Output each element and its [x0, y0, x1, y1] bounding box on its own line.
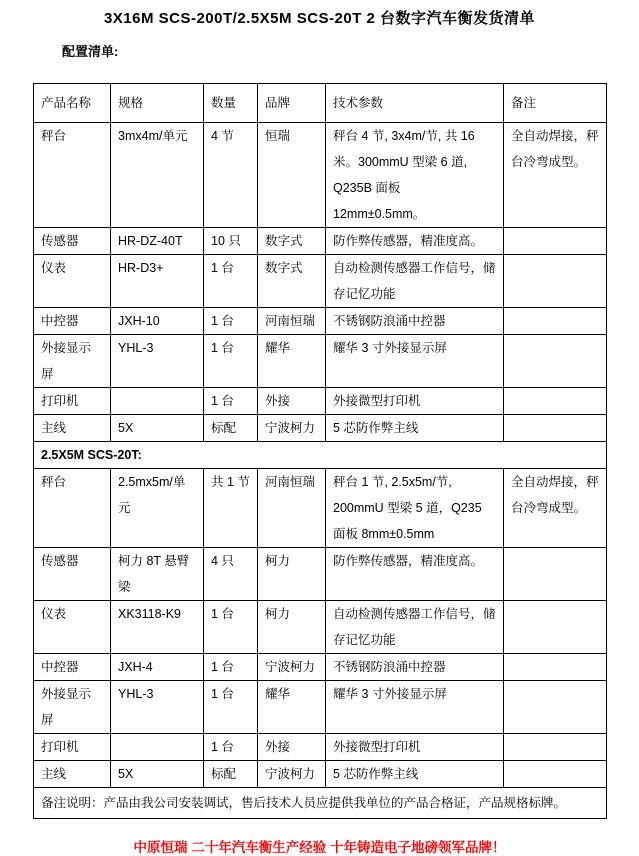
header-cell-tech-params: 技术参数	[326, 84, 504, 123]
table-cell: HR-DZ-40T	[111, 228, 204, 255]
table-cell: 主线	[34, 415, 111, 442]
table-cell: 防作弊传感器，精准度高。	[326, 228, 504, 255]
table-cell: 主线	[34, 761, 111, 788]
table-cell: 传感器	[34, 548, 111, 601]
table-row	[34, 681, 607, 734]
header-cell-product: 产品名称	[34, 84, 111, 123]
table-row	[34, 469, 607, 548]
table-header-row	[34, 84, 607, 123]
table-row	[34, 228, 607, 255]
config-table	[33, 83, 607, 819]
table-cell: 恒瑞	[258, 123, 326, 228]
table-row	[34, 388, 607, 415]
table-cell: 河南恒瑞	[258, 469, 326, 548]
table-cell: 1 台	[204, 388, 258, 415]
table-cell: 不锈钢防浪涌中控器	[326, 654, 504, 681]
table-cell: 中控器	[34, 308, 111, 335]
table-cell: 1 台	[204, 734, 258, 761]
table-cell: 传感器	[34, 228, 111, 255]
table-cell	[504, 255, 607, 308]
table-cell: 外接显示屏	[34, 681, 111, 734]
table-cell: 1 台	[204, 255, 258, 308]
table-cell: 4 节	[204, 123, 258, 228]
table-cell: 秤台 1 节, 2.5x5m/节, 200mmU 型梁 5 道，Q235 面板 8mm±0.5mm	[326, 469, 504, 548]
section-header-row	[34, 442, 607, 469]
table-cell: 全自动焊接，秤台冷弯成型。	[504, 123, 607, 228]
section-header-cell: 2.5X5M SCS-20T:	[34, 442, 607, 469]
table-cell: HR-D3+	[111, 255, 204, 308]
table-cell: 3mx4m/单元	[111, 123, 204, 228]
table-cell: 数字式	[258, 255, 326, 308]
table-cell: 秤台	[34, 123, 111, 228]
table-cell: 5 芯防作弊主线	[326, 415, 504, 442]
table-cell: 外接显示屏	[34, 335, 111, 388]
header-cell-brand: 品牌	[258, 84, 326, 123]
table-cell: 4 只	[204, 548, 258, 601]
table-row	[34, 335, 607, 388]
table-cell: 5 芯防作弊主线	[326, 761, 504, 788]
footer-slogan: 中原恒瑞 二十年汽车衡生产经验 十年铸造电子地磅领军品牌！	[133, 840, 506, 855]
table-cell: 防作弊传感器，精准度高。	[326, 548, 504, 601]
table-row	[34, 654, 607, 681]
table-cell: 耀华 3 寸外接显示屏	[326, 335, 504, 388]
table-cell	[504, 308, 607, 335]
page-title: 3X16M SCS-200T/2.5X5M SCS-20T 2 台数字汽车衡发货清单	[103, 10, 536, 27]
table-cell	[111, 734, 204, 761]
table-cell: 耀华	[258, 681, 326, 734]
table-cell	[504, 654, 607, 681]
table-cell	[504, 681, 607, 734]
table-cell	[504, 548, 607, 601]
table-row	[34, 415, 607, 442]
table-cell	[504, 415, 607, 442]
table-cell: 2.5mx5m/单元	[111, 469, 204, 548]
table-body	[34, 123, 607, 819]
header-cell-remarks: 备注	[504, 84, 607, 123]
table-cell: 外接微型打印机	[326, 388, 504, 415]
table-cell: JXH-4	[111, 654, 204, 681]
table-cell: 河南恒瑞	[258, 308, 326, 335]
table-cell	[504, 388, 607, 415]
table-cell: 柯力	[258, 548, 326, 601]
table-cell: 仪表	[34, 601, 111, 654]
table-cell: 全自动焊接，秤台冷弯成型。	[504, 469, 607, 548]
table-row	[34, 123, 607, 228]
table-cell: 柯力 8T 悬臂梁	[111, 548, 204, 601]
table-cell: 1 台	[204, 681, 258, 734]
note-cell: 备注说明：产品由我公司安装调试，售后技术人员应提供我单位的产品合格证，产品规格标牌。	[34, 788, 607, 819]
table-cell: 宁波柯力	[258, 761, 326, 788]
table-cell: 外接微型打印机	[326, 734, 504, 761]
table-row	[34, 308, 607, 335]
table-row	[34, 601, 607, 654]
table-cell: 1 台	[204, 335, 258, 388]
table-cell: 耀华 3 寸外接显示屏	[326, 681, 504, 734]
table-cell: 标配	[204, 415, 258, 442]
table-cell: 打印机	[34, 388, 111, 415]
table-cell: 打印机	[34, 734, 111, 761]
table-cell: 中控器	[34, 654, 111, 681]
table-cell: 宁波柯力	[258, 415, 326, 442]
table-cell	[504, 761, 607, 788]
table-cell: 宁波柯力	[258, 654, 326, 681]
table-cell	[504, 734, 607, 761]
table-cell: YHL-3	[111, 681, 204, 734]
table-cell: 10 只	[204, 228, 258, 255]
table-cell	[504, 601, 607, 654]
table-cell: 1 台	[204, 601, 258, 654]
table-cell: 自动检测传感器工作信号，储存记忆功能	[326, 601, 504, 654]
table-row	[34, 255, 607, 308]
table-row	[34, 734, 607, 761]
table-cell: 秤台 4 节, 3x4m/节, 共 16 米。300mmU 型梁 6 道, Q235B 面板 12mm±0.5mm。	[326, 123, 504, 228]
table-cell: 仪表	[34, 255, 111, 308]
table-cell: 耀华	[258, 335, 326, 388]
table-cell: 1 台	[204, 654, 258, 681]
table-cell: 秤台	[34, 469, 111, 548]
table-cell: 自动检测传感器工作信号，储存记忆功能	[326, 255, 504, 308]
config-list-label: 配置清单:	[62, 44, 119, 59]
header-cell-quantity: 数量	[204, 84, 258, 123]
table-cell: 5X	[111, 761, 204, 788]
table-cell: 外接	[258, 734, 326, 761]
table-cell	[504, 335, 607, 388]
table-cell: 不锈钢防浪涌中控器	[326, 308, 504, 335]
table-cell: 5X	[111, 415, 204, 442]
table-row	[34, 548, 607, 601]
table-cell: 共 1 节	[204, 469, 258, 548]
table-cell: JXH-10	[111, 308, 204, 335]
table-cell	[111, 388, 204, 415]
table-cell: 柯力	[258, 601, 326, 654]
table-cell: 数字式	[258, 228, 326, 255]
table-cell: 外接	[258, 388, 326, 415]
table-cell: 1 台	[204, 308, 258, 335]
table-cell	[504, 228, 607, 255]
table-row	[34, 761, 607, 788]
note-row	[34, 788, 607, 819]
table-cell: 标配	[204, 761, 258, 788]
table-cell: YHL-3	[111, 335, 204, 388]
header-cell-spec: 规格	[111, 84, 204, 123]
table-cell: XK3118-K9	[111, 601, 204, 654]
